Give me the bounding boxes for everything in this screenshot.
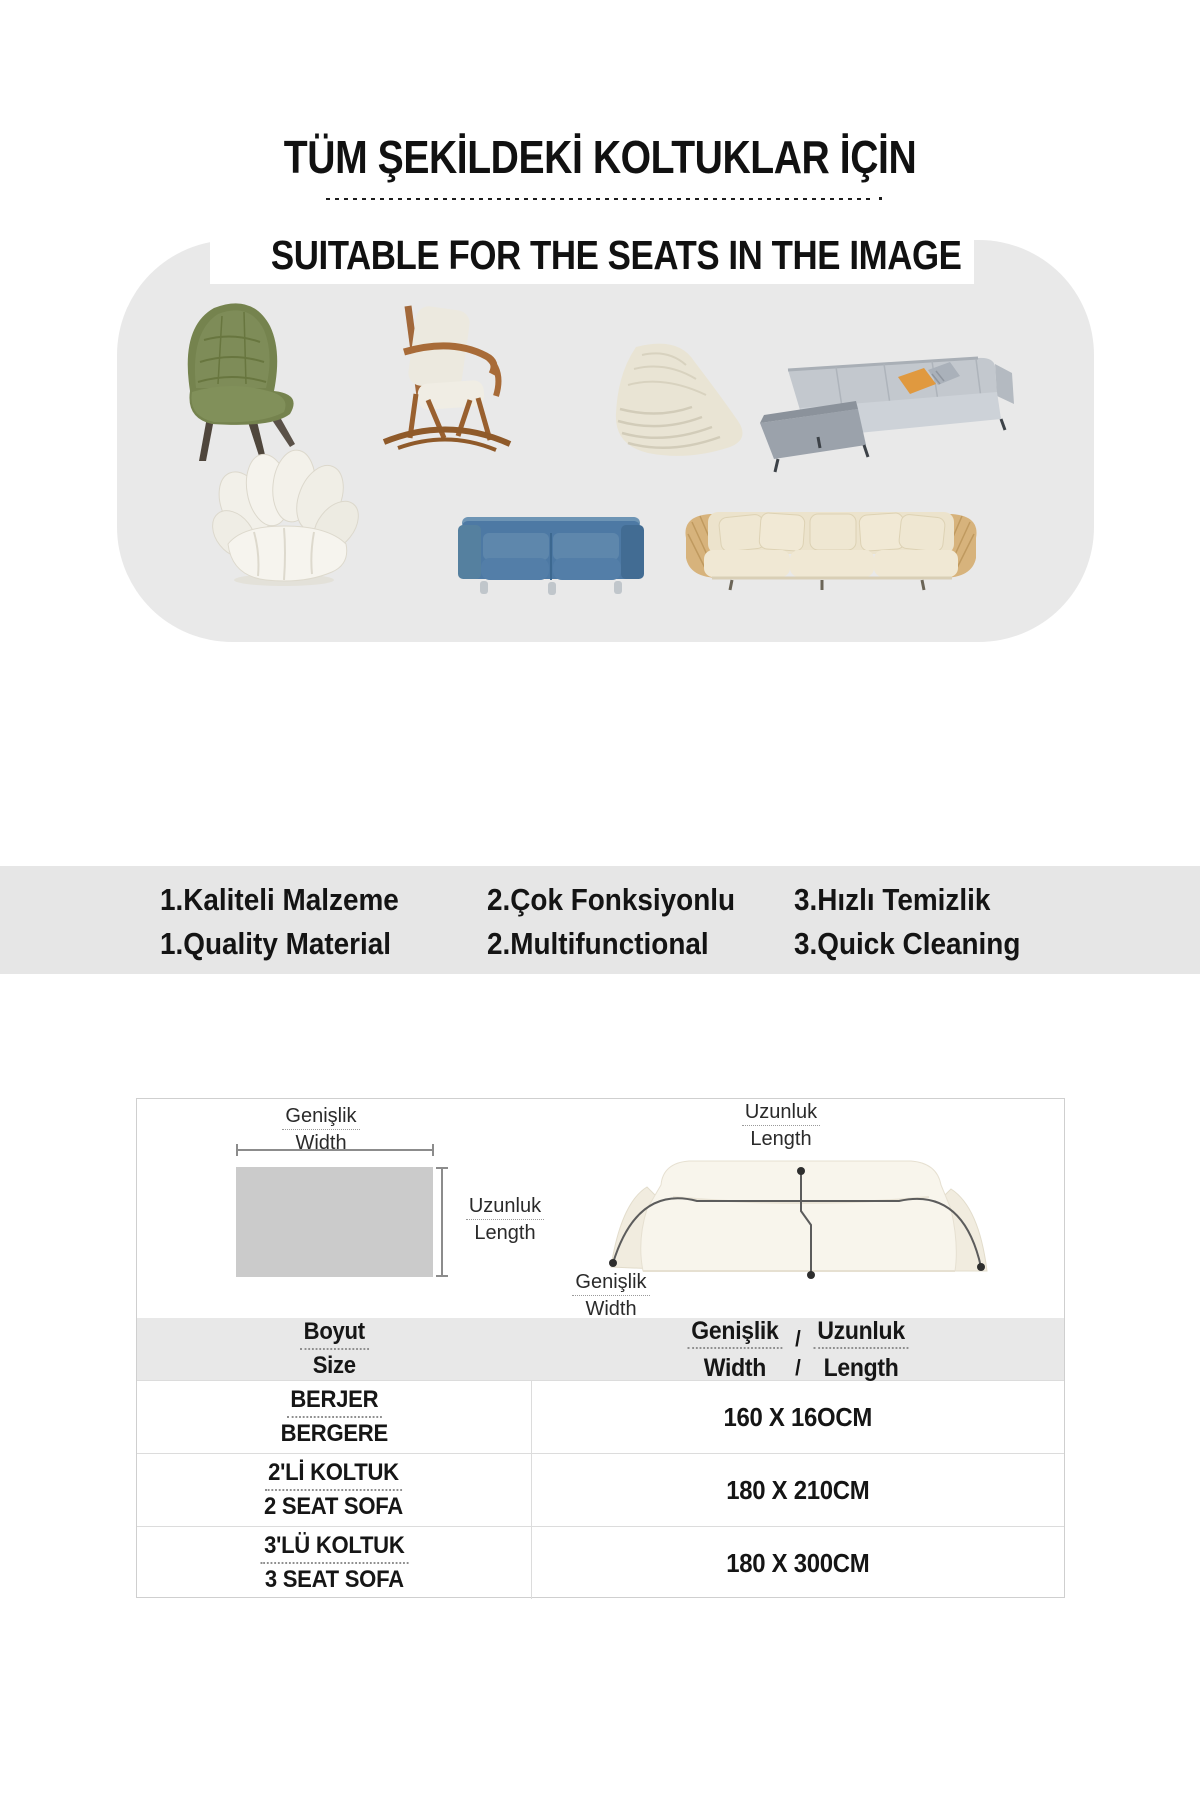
row-2seat-dimensions-cell [532, 1454, 1064, 1526]
subtitle-box [210, 200, 974, 284]
row-3seat-size-cell [137, 1527, 532, 1599]
feature-cleaning [794, 878, 1046, 966]
feature-multifunctional-en: 2.Multifunctional [487, 926, 709, 961]
sofa-length-label-tr: Uzunluk [742, 1101, 820, 1126]
fabric-width-label [265, 1105, 377, 1154]
header-dimensions-cell [532, 1318, 1064, 1380]
feature-cleaning-tr: 3.Hızlı Temizlik [794, 882, 991, 917]
table-row-2seat [137, 1453, 1064, 1526]
feature-quality-en: 1.Quality Material [160, 926, 392, 961]
sofa-width-label-en: Width [585, 1298, 637, 1320]
header-width-en: Width [703, 1353, 766, 1382]
size-diagram [137, 1099, 1064, 1318]
sectional-sofa-image [748, 336, 1038, 478]
row-3seat-dimensions-cell [532, 1527, 1064, 1599]
size-guide [136, 1098, 1065, 1598]
pumpkin-chair-image [208, 448, 360, 588]
header-size-tr: Boyut [300, 1319, 369, 1350]
feature-quality [160, 878, 425, 966]
row-3seat-size-en: 3 SEAT SOFA [264, 1566, 404, 1593]
green-armchair-image [150, 295, 312, 467]
sofa-width-label-tr: Genişlik [572, 1271, 649, 1296]
feature-multifunctional [487, 878, 763, 966]
subtitle-text: SUITABLE FOR THE SEATS IN THE IMAGE [270, 232, 962, 278]
header-length-tr: Uzunluk [814, 1318, 909, 1349]
fabric-length-label-en: Length [474, 1222, 536, 1244]
length-measure-line [441, 1167, 455, 1277]
feature-quality-tr: 1.Kaliteli Malzeme [160, 882, 399, 917]
row-2seat-size-cell [137, 1454, 532, 1526]
features-band [0, 866, 1200, 974]
blue-sofa-image [456, 503, 646, 598]
header-size-cell [137, 1318, 532, 1380]
row-bergere-dimensions-cell [532, 1381, 1064, 1453]
sofa-length-label-en: Length [750, 1128, 812, 1150]
header-length-en: Length [823, 1353, 899, 1382]
page-title [0, 130, 1200, 184]
row-3seat-dimensions: 180 X 300CM [726, 1547, 870, 1578]
fabric-swatch [236, 1167, 433, 1277]
sofa-length-label [725, 1101, 837, 1150]
header-separator-2: / [795, 1354, 801, 1380]
row-bergere-size-tr: BERJER [286, 1387, 381, 1418]
row-2seat-size-tr: 2'Lİ KOLTUK [265, 1460, 403, 1491]
fabric-length-label [457, 1195, 553, 1244]
rocking-chair-image [372, 298, 522, 458]
feature-multifunctional-tr: 2.Çok Fonksiyonlu [487, 882, 736, 917]
sofa-width-label [555, 1271, 667, 1320]
cream-sofa-image [672, 498, 990, 596]
table-row-3seat [137, 1526, 1064, 1599]
row-3seat-size-tr: 3'LÜ KOLTUK [260, 1533, 408, 1564]
header-separator-1: / [795, 1325, 801, 1351]
page-title-text: TÜM ŞEKİLDEKİ KOLTUKLAR İÇİN [283, 131, 917, 183]
feature-cleaning-en: 3.Quick Cleaning [794, 926, 1021, 961]
togo-chair-image [606, 342, 758, 470]
table-header [137, 1318, 1064, 1380]
fabric-width-label-tr: Genişlik [282, 1105, 359, 1130]
header-size-en: Size [312, 1352, 356, 1379]
fabric-width-label-en: Width [295, 1132, 347, 1154]
row-bergere-size-en: BERGERE [280, 1420, 388, 1447]
row-bergere-dimensions: 160 X 16OCM [723, 1401, 873, 1432]
row-2seat-dimensions: 180 X 210CM [726, 1474, 870, 1505]
table-row-bergere [137, 1380, 1064, 1453]
row-2seat-size-en: 2 SEAT SOFA [264, 1493, 404, 1520]
fabric-length-label-tr: Uzunluk [466, 1195, 544, 1220]
header-width-tr: Genişlik [687, 1318, 782, 1349]
row-bergere-size-cell [137, 1381, 532, 1453]
